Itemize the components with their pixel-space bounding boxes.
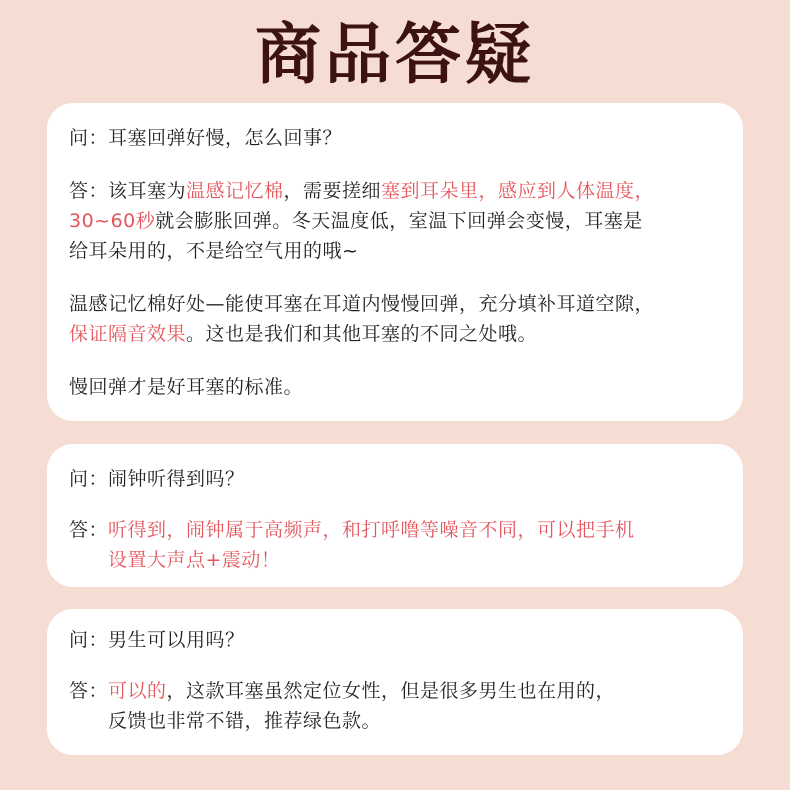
highlight-text: 塞到耳朵里，感应到人体温度， [381, 180, 655, 202]
faq-card-male-use [47, 609, 743, 755]
faq-card-alarm [47, 444, 743, 587]
answer-line [69, 176, 723, 206]
highlight-text: 保证隔音效果 [69, 323, 187, 345]
page-title: 商品答疑 [255, 16, 535, 93]
answer-text: 就会膨胀回弹。冬天温度低，室温下回弹会变慢，耳塞是 [155, 210, 643, 232]
benefit-line: 温感记忆棉好处—能使耳塞在耳道内慢慢回弹，充分填补耳道空隙， [69, 293, 655, 315]
question-text: 问：闹钟听得到吗？ [69, 468, 245, 490]
benefit-line [69, 319, 723, 349]
highlight-text: 30~60秒 [69, 210, 156, 232]
question-text: 问：男生可以用吗？ [69, 629, 245, 651]
benefit-text: 。这也是我们和其他耳塞的不同之处哦。 [186, 323, 538, 345]
answer-label: 答： [69, 519, 109, 541]
answer-block [69, 676, 723, 736]
answer-line: 设置大声点+震动！ [108, 549, 281, 571]
question-text: 问：耳塞回弹好慢，怎么回事？ [69, 127, 343, 149]
highlight-text: 可以的 [108, 680, 167, 702]
answer-text: ，这款耳塞虽然定位女性，但是很多男生也在用的， [166, 680, 616, 702]
answer-line [108, 676, 723, 706]
highlight-text: 温感记忆棉 [186, 180, 284, 202]
answer-label: 答： [69, 680, 109, 702]
conclusion-text: 慢回弹才是好耳塞的标准。 [69, 376, 304, 398]
answer-line: 反馈也非常不错，推荐绿色款。 [108, 710, 382, 732]
answer-line: 给耳朵用的，不是给空气用的哦~ [69, 240, 359, 262]
answer-text: 答：该耳塞为 [69, 180, 187, 202]
answer-block [69, 515, 723, 575]
faq-card-rebound [47, 103, 743, 421]
answer-line [69, 206, 723, 236]
answer-text: ，需要搓细 [283, 180, 382, 202]
answer-line: 听得到，闹钟属于高频声，和打呼噜等噪音不同，可以把手机 [108, 519, 635, 541]
